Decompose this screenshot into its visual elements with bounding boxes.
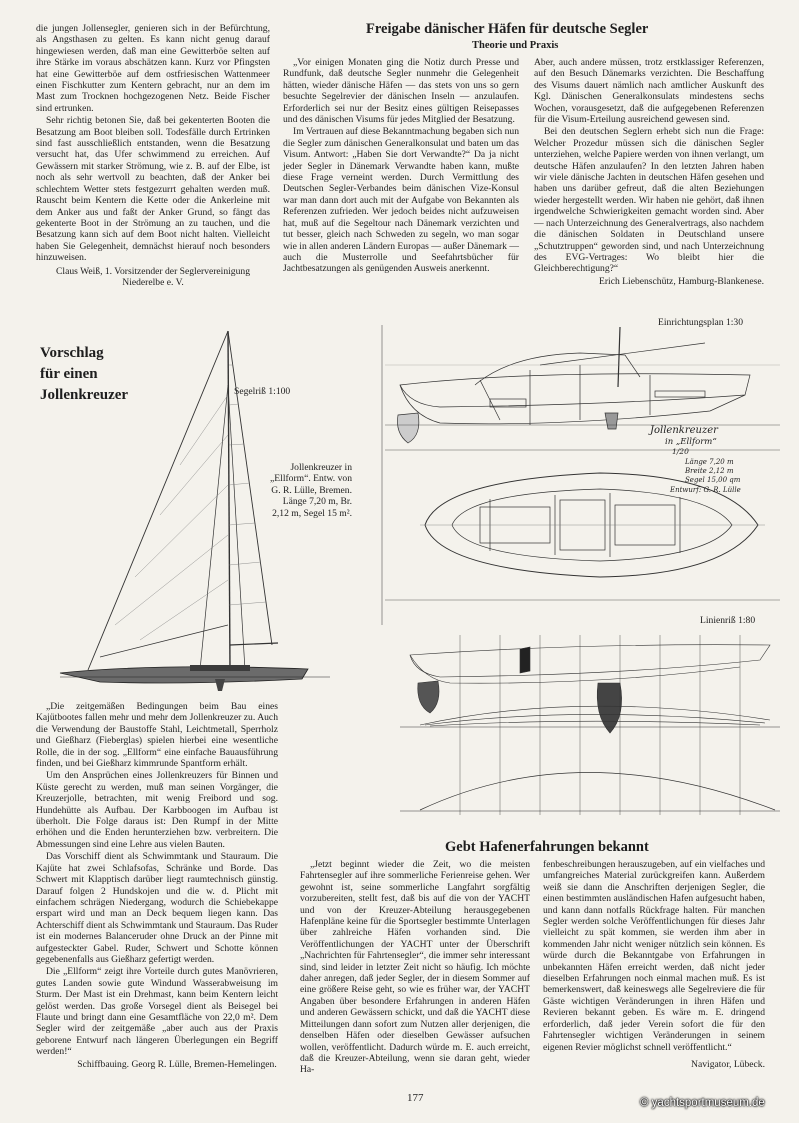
vorschlag-paragraph: Die „Ellform“ zeigt ihre Vorteile durch gutes Manövrieren, gutes Landen sowie gute Windund Wasserabweisung im Sturm. Der Mast ist ein Drehmast, kann beim Kentern leicht gelöst werden. Das große Vorsegel dient als Beisegel bei Flaute und bringt dann eine Gesamtfläche von 22,0 m². Dem Segler wird der zeitgemäße „aber auch aus der Praxis geborene Entwurf nach längeren Überlegungen ein Begriff werden!“ [36,966,278,1058]
vorschlag-title-line: für einen [40,366,98,382]
hafen-signature: Navigator, Lübeck. [691,1058,765,1070]
handwritten-plate [648,425,741,494]
letter-signature: Claus Weiß, 1. Vorsitzender der Seglervereinigung Niederelbe e. V. [56,265,250,288]
lines-plan-drawing [380,625,785,825]
letter-paragraph: Sehr richtig betonen Sie, daß bei gekenterten Booten die Besatzung am Boot bleiben soll. Todesfälle durch Ertrinken sind fast ausschließlich entstanden, wenn die Besatzung versucht hat, das Ufer schwimmend zu erreichen. Auf Gewässern mit starker Strömung, wie z. B. auf der Elbe, ist noch als sehr wertvoll zu beachten, daß der Anker bei schlechtem Wetter stets festgezurrt gehalten werden muß. Rauscht beim Kentern die Kette oder die Ankerleine mit dem Anker aus und faßt der Anker Grund, so fängt das gekenterte Boot in der Strömung an zu tauchen, und die Besatzung kann sich auf dem Boot nicht halten. Vielleicht haben Sie Gelegenheit, demnächst hierauf noch besonders hinzuweisen. [36,115,270,264]
freigabe-paragraph: Im Vertrauen auf diese Bekanntmachung begaben sich nun die Segler zum dänischen Generalkonsulat und baten um das Visum. Antwort: „Haben Sie dort Verwandte?“ Da ja nicht jeder Segler in Dänemark Verwandte haben kann, mußte diese Frage verneint werden. Durch Vermittlung des Deutschen Segler-Verbandes beim dänischen Vize-Konsul war man dann dort auch mit der Aufgabe von Bekannten als Referenzen zufrieden. Wer jedoch beides nicht aufzuweisen hat, muß auf die Segeltour nach Dänemark verzichten und tut besser, gleich nach Schweden zu segeln, wo man sogar wie in allen anderen Ländern Europas — außer Dänemark — auch die Musterrolle und Seefahrtsbücher für Jachtbesatzungen als genügenden Ausweis anerkennt. [283,126,519,275]
segelriss-label: Segelriß 1:100 [234,386,291,397]
plate-laenge: Länge 7,20 m [685,458,734,466]
plate-segel: Segel 15,00 qm [685,476,741,484]
freigabe-paragraph: Aber, auch andere müssen, trotz erstklassiger Referenzen, auf den Besuch Dänemarks verzichten. Die Beschaffung des Visums dauert nämlich nach amtlicher Auskunft des Kgl. Dänischen Generalkonsulats mindestens sechs Wochen, vorausgesetzt, daß die aufgegebenen Referenzen für die Visum-Erteilung ausreichend gewesen sind. [534,57,764,126]
freigabe-paragraph: Bei den deutschen Seglern erhebt sich nun die Frage: Welcher Prozedur müssen sich die dänischen Segler unterziehen, welche Papiere werden von ihnen verlangt, um deutsche Häfen anzulaufen? In den letzten Jahren haben wir viele dänische Jachten in deutschen Häfen gesehen und haben uns darüber gefreut, daß die alten Beziehungen wieder hergestellt werden. Wir haben nie gehört, daß ihnen irgendwelche Schwierigkeiten gemacht worden sind. Aber — nach Unterzeichnung des Generalvertrags, also nachdem die dänischen Soldaten in Deutschland unsere „Schutztruppen“ geworden sind, und nach Unterzeichnung des EVG-Vertrages: Wo bleibt hier die Gleichberechtigung?“ [534,126,764,275]
hafen-paragraph: „Jetzt beginnt wieder die Zeit, wo die meisten Fahrtensegler auf ihre sommerliche Ferienreise gehen. Wer gewohnt ist, seine sommerliche Langfahrt sorgfältig vorzubereiten, stellt fest, daß bis auf die von der YACHT und von der Kreuzer-Abteilung herausgegebenen Hafenpläne keine für die Sportsegler bestimmte Unterlagen über zahlreiche Häfen vorhanden sind. Die Veröffentlichungen der YACHT unter der Überschrift „Nachrichten für Fahrtensegler“, die immer sehr interessant sind, sind leider in letzter Zeit nicht so häufig. Ich möchte daher anregen, daß jeder Segler, der in diesem Sommer auf eine größere Reise geht, so wie es früher war, der YACHT Angaben über besondere Erfahrungen in anderen Häfen und anderen Gewässern schickt, und daß die YACHT diese Mitteilungen dann sofort zum Nutzen aller derjenigen, die denselben Häfen oder dieselben Gewässer aufsuchen wollen, veröffentlicht. Dadurch würde m. E. auch erreicht, daß die Kreuzer-Abteilung, wenn sie daran geht, wieder Ha- [300,859,530,1076]
plate-breite: Breite 2,12 m [685,467,734,475]
vorschlag-signature: Schiffbauing. Georg R. Lülle, Bremen-Hemelingen. [77,1058,277,1070]
hafen-paragraph: fenbeschreibungen herauszugeben, auf ein vielfaches und umfangreiches Material zurückgreifen kann. Außerdem weiß sie dann die Anschriften derjenigen Segler, die einen bestimmten ausländischen Hafen aufgesucht haben, und kann dann notfalls Rückfrage halten. Für manchen Segler werden solche Veröffentlichungen für dieses Jahr vielleicht zu spät kommen, sie werden ihm aber in kommenden Jahr nicht weniger nützlich sein können. Es würde durch die Bekanntgabe von Erfahrungen in unbekannten Häfen erreicht werden, daß nicht jeder dieselben Erfahrungen noch einmal machen muß. Es ist bemerkenswert, daß keineswegs alle Segelreviere die für Gäste wichtigen Veränderungen in ihren Häfen und Revieren bekannt geben. Es wäre m. E. dringend erforderlich, daß jeder Verein sofort die für den Fahrtensegler wichtigen Veränderungen in seinem eigenen Revier möglichst schnell veröffentlicht.“ [543,859,765,1053]
hafen-column-1 [300,859,530,1077]
page-number: 177 [407,1092,424,1104]
plate-scale: 1/20 [672,447,689,456]
sail-plan-hull [60,667,308,683]
einrichtungsplan-label: Einrichtungsplan 1:30 [658,317,743,328]
freigabe-signature: Erich Liebenschütz, Hamburg-Blankenese. [599,275,764,287]
interior-plan-drawing [380,325,785,625]
vorschlag-paragraph: „Die zeitgemäßen Bedingungen beim Bau eines Kajütbootes fallen mehr und mehr dem Jollenkreuzer zu. Auch die Verwendung der Baustoffe Stahl, Leichtmetall, Sperrholz und Gießharz (Fieberglas) spielen hierbei eine wesentliche Rolle, die in der sog. „Ellform“ eine einfache Bauausführung finden, und bei Gießharz kimmrunde Spantform erhält. [36,701,278,770]
sail-plan-drawing [40,325,360,695]
plate-designer: Entwurf: G. R. Lülle [670,486,741,494]
freigabe-column-1 [283,57,519,276]
hafen-headline: Gebt Hafenerfahrungen bekannt [445,839,649,855]
letter-jollensegler-column [36,23,270,288]
vorschlag-paragraph: Das Vorschiff dient als Schwimmtank und Stauraum. Die Kajüte hat zwei Schlafsofas, Schränke und Borde. Das Schwert mit Klapptisch darüber liegt raumtechnisch günstig. Darauf folgen 2 Hundskojen und die w. d. Plicht mit einfachem schrägen Niedergang, wodurch die Schiebekappe erspart wird und man an Deck bequem liegen kann. Das Achterschiff dient als Schwimmtank und Stauraum. Das Ruder ist ein modernes Balanceruder ohne Druck an der Pinne mit aufgesteckter Gabel. Ruder, Schwert und Schotte können gegebenenfalls aus Gießharz gefertigt werden. [36,851,278,965]
vorschlag-paragraph: Um den Ansprüchen eines Jollenkreuzers für Binnen und Küste gerecht zu werden, muß man seinen Vorgänger, die Kreuzerjolle, betrachten, mit wenig Freibord und sog. Hundehütte als Aufbau. Der Karbboogen im Aufbau ist überholt. Die Folge daraus ist: Den Rumpf in der Mitte erhöhen und die Enden herunterziehen bzw. verbreitern. Die Abmessungen sind eine Lehre aus vielen Bauten. [36,770,278,850]
freigabe-paragraph: „Vor einigen Monaten ging die Notiz durch Presse und Rundfunk, daß deutsche Segler nunmehr die Gelegenheit hätten, wieder dänische Häfen — das stets von uns so gern besuchte Segelrevier der dänischen Inseln — anzulaufen. Erforderlich sei nur der Besitz eines gültigen Reisepasses und des dänischen Visums für jedes Mitglied der Besatzung. [283,57,519,126]
freigabe-headline: Freigabe dänischer Häfen für deutsche Segler [366,21,649,37]
vorschlag-column [36,701,278,1070]
jollenkreuzer-caption: Jollenkreuzer in „Ellform“. Entw. von G. R. Lülle, Bremen. Länge 7,20 m, Br. 2,12 m, Segel 15 m². [270,462,352,519]
vorschlag-title-line: Vorschlag [40,345,104,361]
linienriss-label: Linienriß 1:80 [700,615,756,626]
watermark: © yachtsportmuseum.de [640,1097,765,1109]
plate-title: Jollenkreuzer [650,425,718,436]
freigabe-column-2 [534,57,764,287]
plate-subtitle: in „Ellform“ [665,437,717,447]
letter-paragraph: die jungen Jollensegler, genieren sich in der Befürchtung, als Angsthasen zu gelten. Es kann nicht genug darauf hingewiesen werden, daß man eine Gewitterböe selten auf ihre Stärke im voraus abschätzen kann. Kurz vor Pfingsten hat eine Gewitterböe auf dem ostfriesischen Wattenmeer einen Fischkutter zum Kentern gebracht, nur an dem im Mast zum Trocknen hochgezogenen Netz. Beide Fischer sind ertrunken. [36,23,270,114]
mast-line [228,331,230,670]
hafen-column-2 [543,859,765,1070]
vorschlag-title-line: Jollenkreuzer [40,387,129,403]
freigabe-subheadline: Theorie und Praxis [472,40,559,51]
